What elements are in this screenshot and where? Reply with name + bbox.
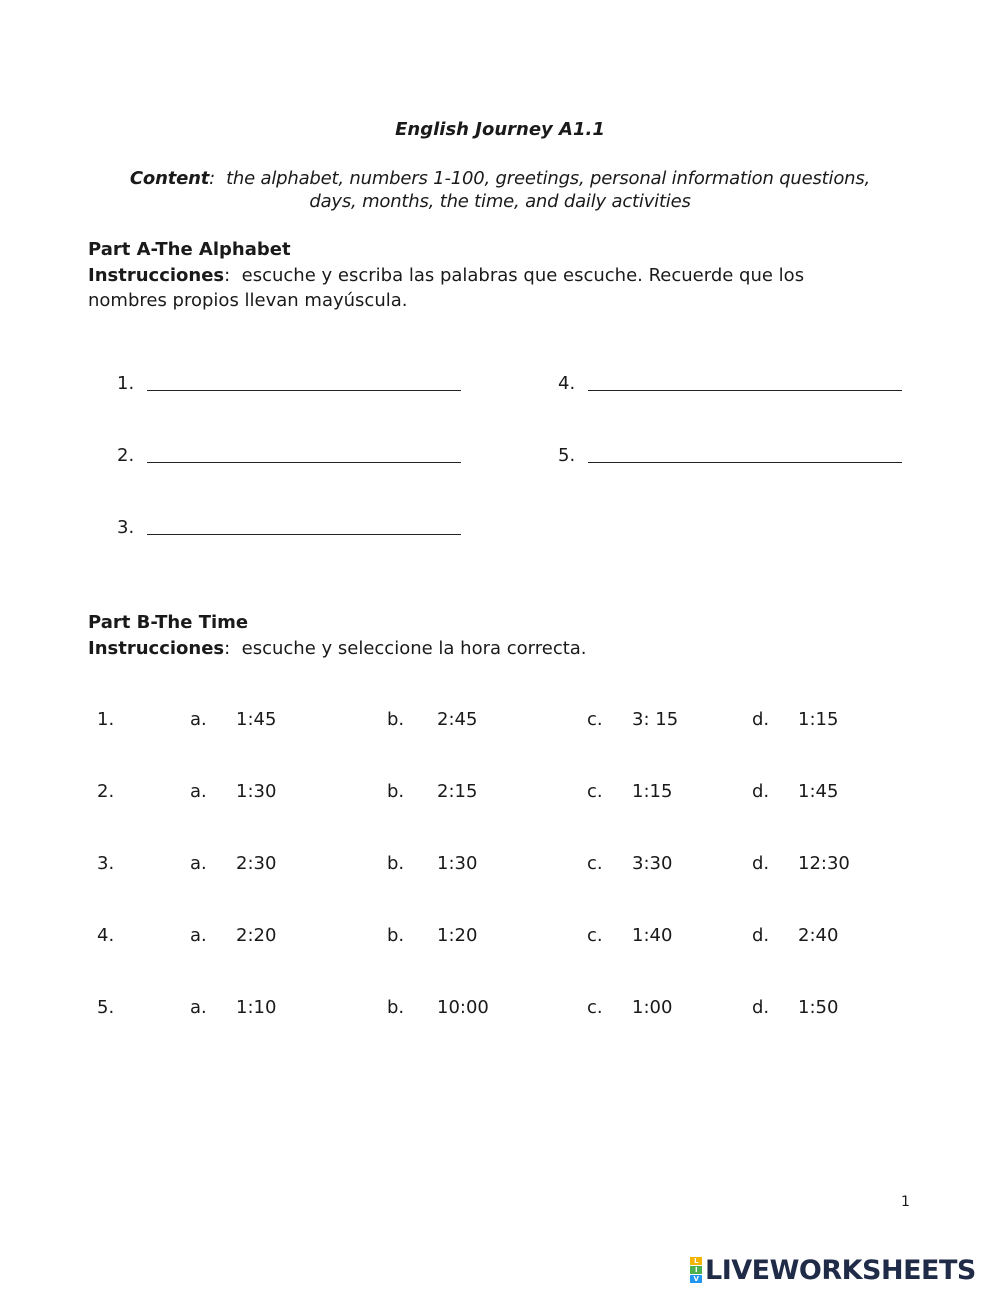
question-5-letter-c: c. — [587, 997, 603, 1018]
question-2-letter-a: a. — [190, 781, 207, 802]
question-4-letter-d: d. — [752, 925, 770, 946]
blank-number-4: 4. — [558, 373, 576, 394]
part-b-instr-label: Instrucciones — [88, 638, 225, 659]
question-4-option-a[interactable]: 2:20 — [236, 925, 277, 946]
question-5-option-b[interactable]: 10:00 — [437, 997, 489, 1018]
question-5-option-a[interactable]: 1:10 — [236, 997, 277, 1018]
question-1-option-c[interactable]: 3: 15 — [632, 709, 679, 730]
question-4-option-c[interactable]: 1:40 — [632, 925, 673, 946]
part-a-instr-label: Instrucciones — [88, 265, 225, 286]
question-5-letter-a: a. — [190, 997, 207, 1018]
logo-badge-letter-v: V — [690, 1275, 702, 1283]
question-5-option-c[interactable]: 1:00 — [632, 997, 673, 1018]
liveworksheets-logo[interactable] — [690, 1255, 976, 1286]
question-1-letter-a: a. — [190, 709, 207, 730]
question-1-number: 1. — [97, 709, 115, 730]
question-4-option-d[interactable]: 2:40 — [798, 925, 839, 946]
question-5-letter-b: b. — [387, 997, 405, 1018]
question-1-letter-b: b. — [387, 709, 405, 730]
question-1-letter-d: d. — [752, 709, 770, 730]
content-line-1: Content: the alphabet, numbers 1-100, greetings, personal information questions, — [129, 168, 871, 189]
question-5-number: 5. — [97, 997, 115, 1018]
blank-number-2: 2. — [117, 445, 135, 466]
part-b-heading: Part B-The Time — [88, 612, 249, 633]
question-2-option-b[interactable]: 2:15 — [437, 781, 478, 802]
content-line-2: days, months, the time, and daily activities — [309, 191, 691, 212]
part-a-instr-line-1: Instrucciones: escuche y escriba las palabras que escuche. Recuerde que los — [88, 265, 805, 286]
part-a-instr-line-2: nombres propios llevan mayúscula. — [88, 290, 408, 311]
answer-blank-3[interactable] — [147, 534, 461, 535]
question-3-number: 3. — [97, 853, 115, 874]
content-label: Content — [129, 168, 210, 189]
question-2-option-a[interactable]: 1:30 — [236, 781, 277, 802]
document-title: English Journey A1.1 — [395, 119, 605, 140]
logo-badge-icon — [690, 1257, 702, 1284]
answer-blank-2[interactable] — [147, 462, 461, 463]
part-b-instructions: Instrucciones: escuche y seleccione la hora correcta. — [88, 638, 587, 659]
question-3-letter-c: c. — [587, 853, 603, 874]
logo-badge-letter-l: L — [690, 1257, 702, 1265]
question-4-letter-a: a. — [190, 925, 207, 946]
question-3-option-d[interactable]: 12:30 — [798, 853, 850, 874]
question-1-letter-c: c. — [587, 709, 603, 730]
question-1-option-d[interactable]: 1:15 — [798, 709, 839, 730]
question-1-option-b[interactable]: 2:45 — [437, 709, 478, 730]
blank-number-3: 3. — [117, 517, 135, 538]
answer-blank-5[interactable] — [588, 462, 902, 463]
question-4-option-b[interactable]: 1:20 — [437, 925, 478, 946]
question-2-option-c[interactable]: 1:15 — [632, 781, 673, 802]
question-4-number: 4. — [97, 925, 115, 946]
question-1-option-a[interactable]: 1:45 — [236, 709, 277, 730]
question-4-letter-b: b. — [387, 925, 405, 946]
question-2-letter-d: d. — [752, 781, 770, 802]
page-number: 1 — [901, 1194, 910, 1210]
question-3-option-c[interactable]: 3:30 — [632, 853, 673, 874]
part-a-heading: Part A-The Alphabet — [88, 239, 291, 260]
part-a-instr-text-1: escuche y escriba las palabras que escuche. Recuerde que los — [241, 265, 805, 286]
answer-blank-1[interactable] — [147, 390, 461, 391]
question-2-letter-c: c. — [587, 781, 603, 802]
question-2-letter-b: b. — [387, 781, 405, 802]
question-3-letter-d: d. — [752, 853, 770, 874]
answer-blank-4[interactable] — [588, 390, 902, 391]
blank-number-1: 1. — [117, 373, 135, 394]
question-5-option-d[interactable]: 1:50 — [798, 997, 839, 1018]
logo-badge-letter-i: I — [690, 1266, 702, 1274]
question-3-letter-a: a. — [190, 853, 207, 874]
logo-text: LIVEWORKSHEETS — [705, 1255, 976, 1286]
blank-number-5: 5. — [558, 445, 576, 466]
question-3-option-a[interactable]: 2:30 — [236, 853, 277, 874]
question-4-letter-c: c. — [587, 925, 603, 946]
question-5-letter-d: d. — [752, 997, 770, 1018]
question-3-option-b[interactable]: 1:30 — [437, 853, 478, 874]
question-2-number: 2. — [97, 781, 115, 802]
question-2-option-d[interactable]: 1:45 — [798, 781, 839, 802]
part-b-instr-text: escuche y seleccione la hora correcta. — [241, 638, 587, 659]
content-text-1: the alphabet, numbers 1-100, greetings, personal information questions, — [226, 168, 871, 189]
part-a-instructions — [88, 263, 928, 313]
question-3-letter-b: b. — [387, 853, 405, 874]
